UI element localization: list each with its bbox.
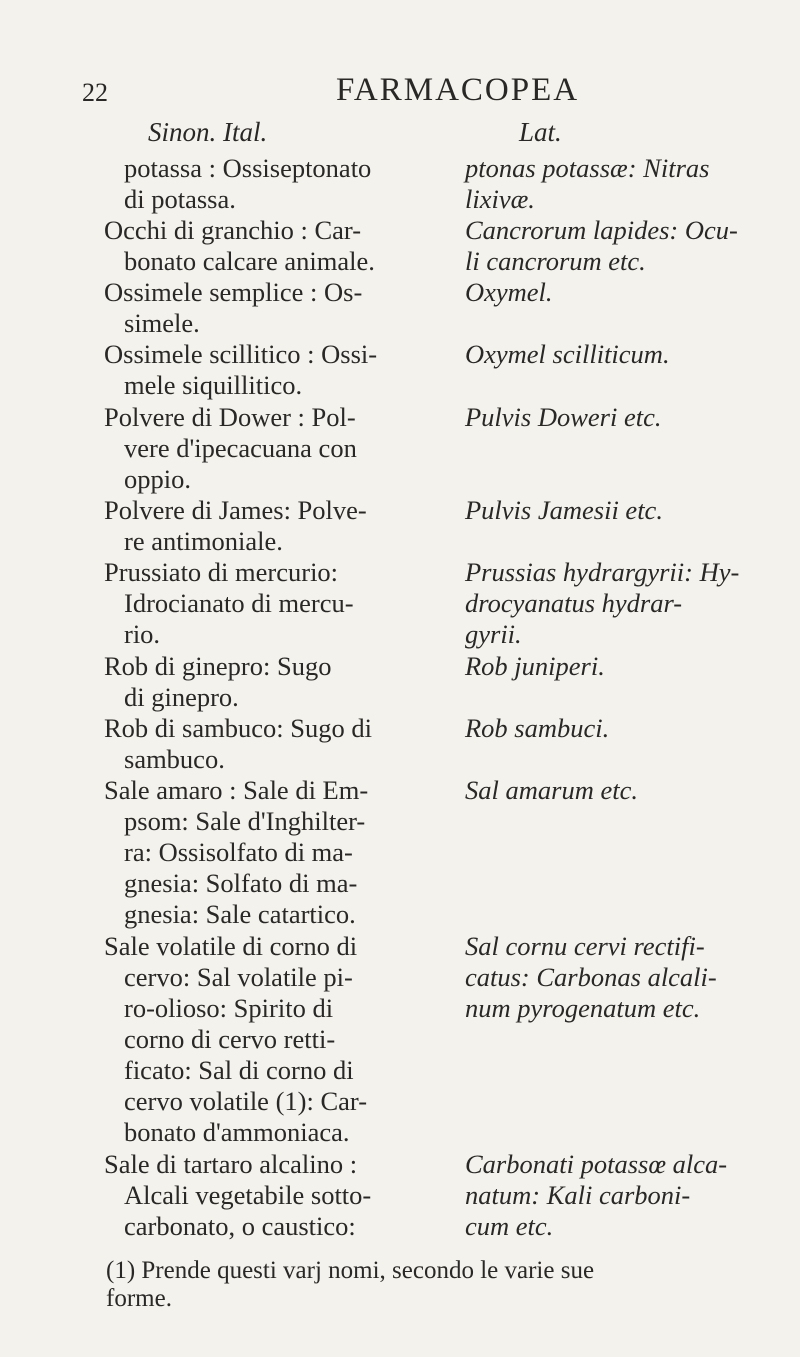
italian-line: Rob di ginepro: Sugo [104, 651, 332, 681]
italian-line: Polvere di Dower : Pol- [104, 402, 356, 432]
latin-line: gyrii. [465, 619, 522, 649]
italian-line: gnesia: Solfato di ma- [124, 868, 358, 898]
italian-line: Sale volatile di corno di [104, 931, 358, 961]
latin-line: drocyanatus hydrar- [465, 588, 683, 618]
italian-line: vere d'ipecacuana con [124, 433, 357, 463]
italian-line: mele siquillitico. [124, 370, 303, 400]
italian-line: psom: Sale d'Inghilter- [124, 806, 366, 836]
latin-line: Oxymel. [465, 277, 553, 307]
latin-line: Sal amarum etc. [465, 775, 638, 805]
italian-line: ro-olioso: Spirito di [124, 993, 334, 1023]
footnote-line: forme. [106, 1285, 172, 1312]
latin-line: Prussias hydrargyrii: Hy- [465, 557, 740, 587]
latin-line: li cancrorum etc. [465, 246, 646, 276]
latin-line: lixivæ. [465, 184, 535, 214]
footnote-line: (1) Prende questi varj nomi, secondo le varie sue [106, 1257, 595, 1284]
italian-line: Rob di sambuco: Sugo di [104, 713, 372, 743]
italian-line: Polvere di James: Polve- [104, 495, 367, 525]
latin-line: Rob sambuci. [465, 713, 610, 743]
latin-line: num pyrogenatum etc. [465, 993, 701, 1023]
latin-line: natum: Kali carboni- [465, 1180, 691, 1210]
italian-line: carbonato, o caustico: [124, 1211, 356, 1241]
italian-line: ficato: Sal di corno di [124, 1055, 354, 1085]
italian-line: cervo volatile (1): Car- [124, 1086, 368, 1116]
italian-line: gnesia: Sale catartico. [124, 899, 356, 929]
italian-line: ra: Ossisolfato di ma- [124, 837, 353, 867]
latin-line: cum etc. [465, 1211, 554, 1241]
italian-line: corno di cervo retti- [124, 1024, 336, 1054]
latin-line: Carbonati potassœ alca- [465, 1149, 728, 1179]
italian-line: Occhi di granchio : Car- [104, 215, 362, 245]
italian-line: Idrocianato di mercu- [124, 588, 354, 618]
italian-line: sambuco. [124, 744, 225, 774]
italian-line: potassa : Ossiseptonato [124, 153, 372, 183]
italian-line: re antimoniale. [124, 526, 283, 556]
italian-line: oppio. [124, 464, 191, 494]
page-number: 22 [82, 78, 108, 107]
latin-line: Pulvis Jamesii etc. [465, 495, 663, 525]
running-head: FARMACOPEA [336, 72, 580, 108]
latin-line: Sal cornu cervi rectifi- [465, 931, 705, 961]
italian-line: cervo: Sal volatile pi- [124, 962, 353, 992]
italian-line: Sale di tartaro alcalino : [104, 1149, 358, 1179]
latin-line: catus: Carbonas alcali- [465, 962, 717, 992]
latin-column-header: Lat. [519, 117, 562, 147]
italian-line: di ginepro. [124, 682, 239, 712]
latin-line: Pulvis Doweri etc. [465, 402, 662, 432]
latin-line: Oxymel scilliticum. [465, 339, 670, 369]
italian-line: bonato calcare animale. [124, 246, 375, 276]
italian-line: di potassa. [124, 184, 236, 214]
italian-column-header: Sinon. Ital. [148, 117, 268, 147]
latin-line: Cancrorum lapides: Ocu- [465, 215, 738, 245]
italian-line: rio. [124, 619, 161, 649]
italian-line: Prussiato di mercurio: [104, 557, 339, 587]
italian-line: Ossimele semplice : Os- [104, 277, 363, 307]
italian-line: Alcali vegetabile sotto- [124, 1180, 372, 1210]
italian-line: Ossimele scillitico : Ossi- [104, 339, 378, 369]
italian-line: bonato d'ammoniaca. [124, 1117, 350, 1147]
italian-line: Sale amaro : Sale di Em- [104, 775, 369, 805]
italian-line: simele. [124, 308, 200, 338]
latin-line: ptonas potassæ: Nitras [465, 153, 710, 183]
latin-line: Rob juniperi. [465, 651, 605, 681]
